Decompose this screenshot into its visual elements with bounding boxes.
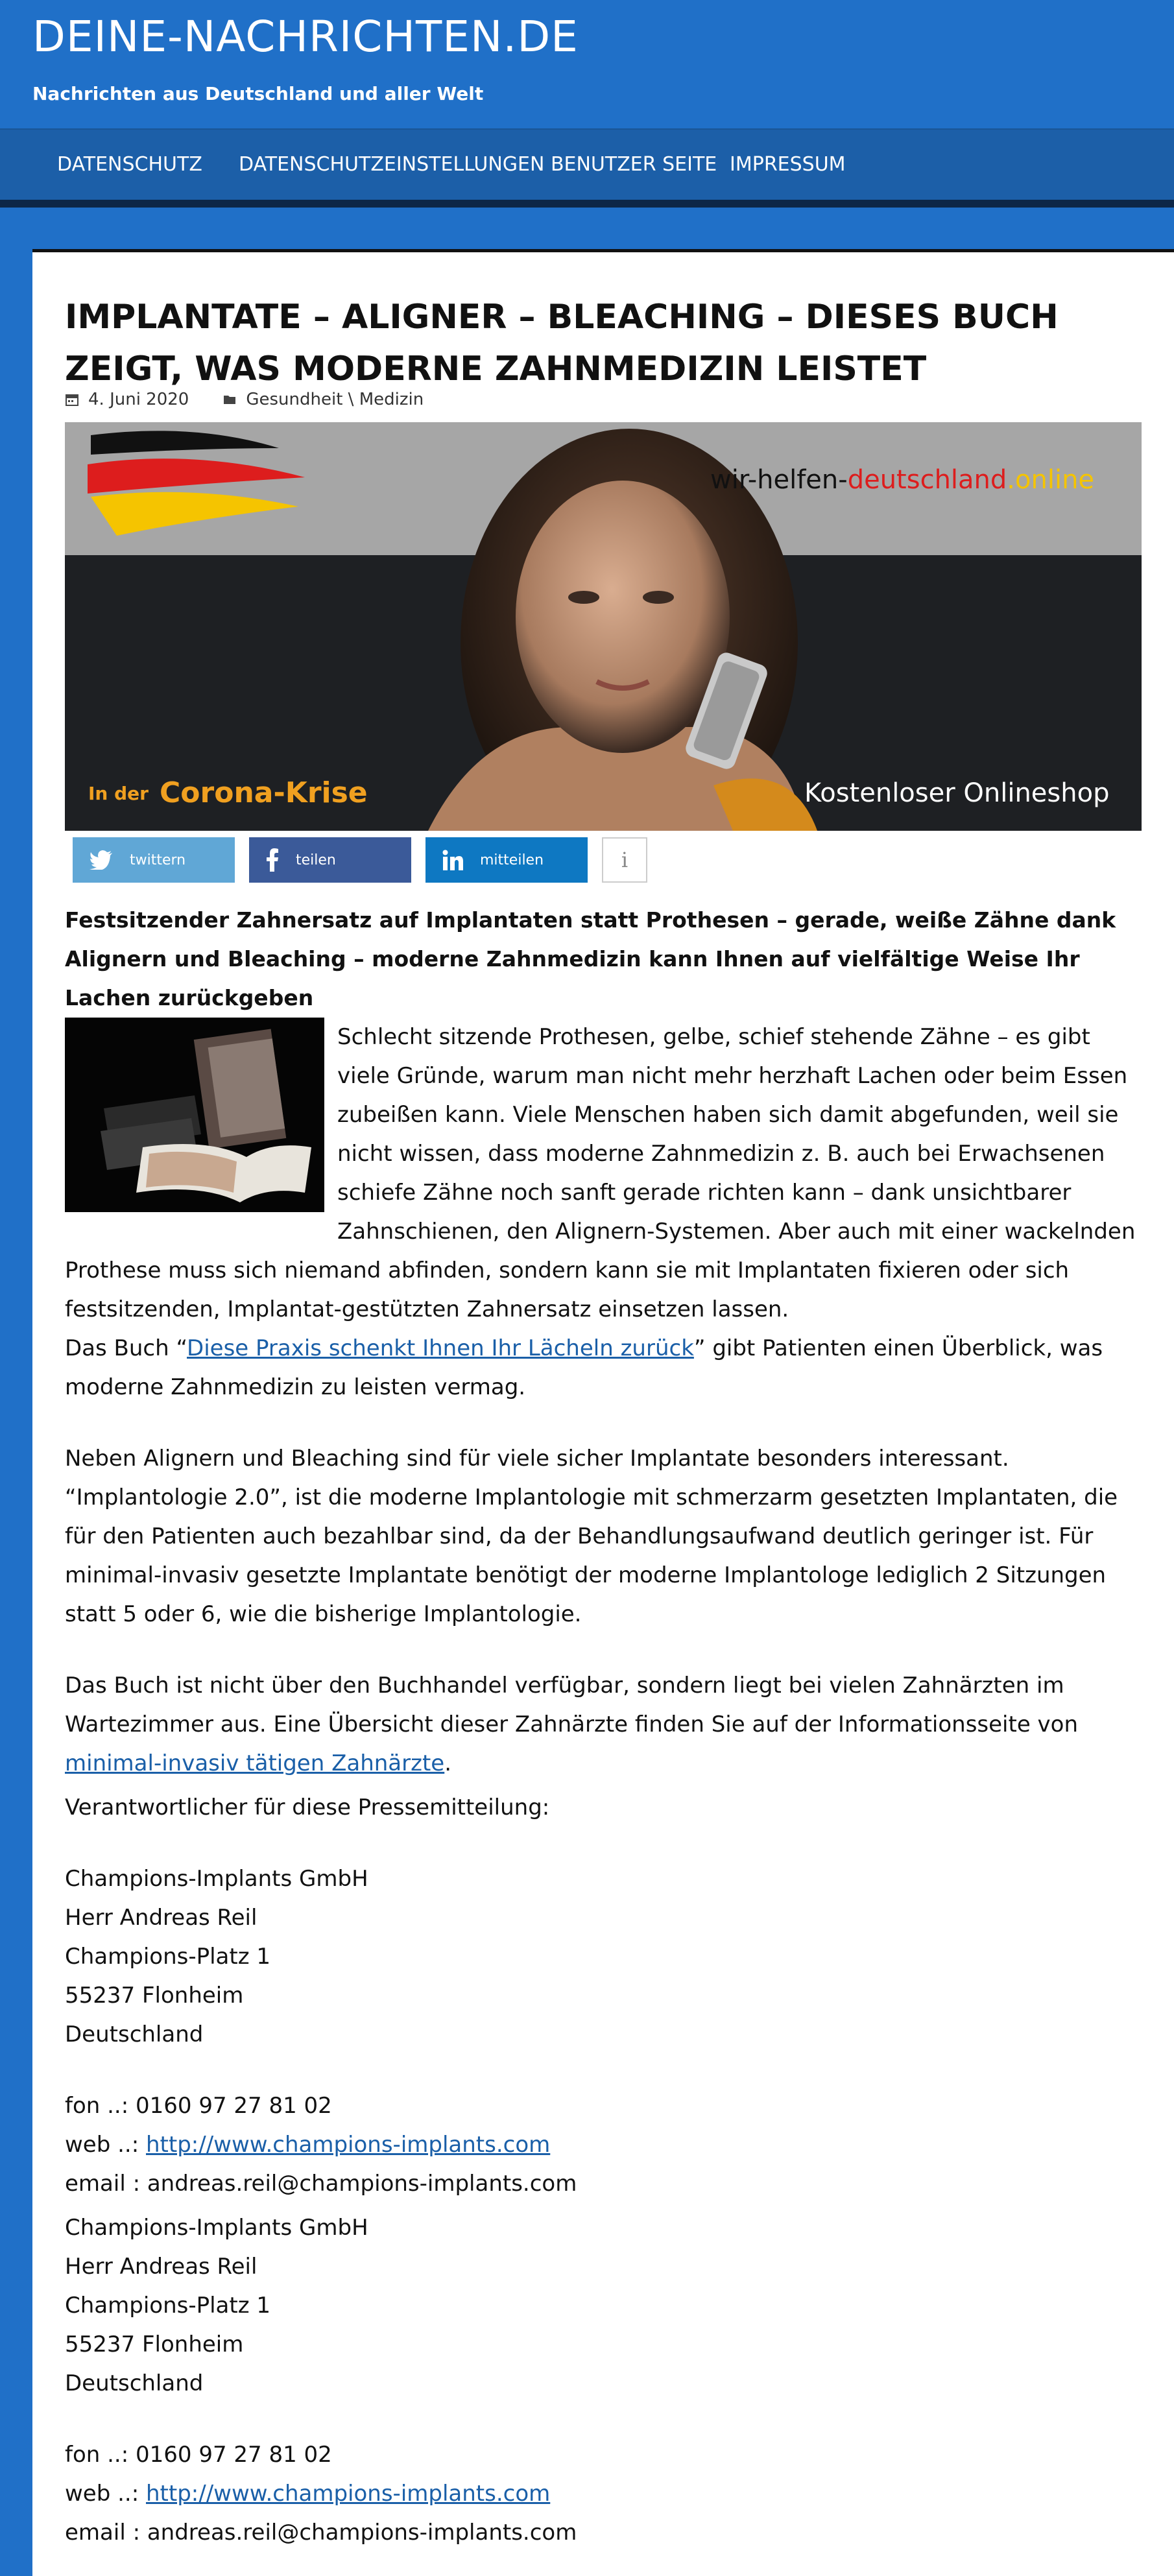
contact-fon: fon ..: 0160 97 27 81 02 — [65, 2093, 332, 2119]
contact-person: Herr Andreas Reil — [65, 2254, 258, 2280]
article-date[interactable]: 4. Juni 2020 — [88, 390, 189, 409]
site-header — [0, 0, 1174, 128]
article-meta — [65, 390, 424, 409]
contact-company: Champions-Implants GmbH — [65, 2215, 368, 2241]
hero-banner[interactable] — [65, 422, 1142, 831]
hero-crisis-prefix: In der — [88, 783, 149, 804]
article-container — [32, 249, 1174, 2576]
contact-zip-city: 55237 Flonheim — [65, 2332, 244, 2357]
contact-web-label: web ..: — [65, 2481, 146, 2507]
contact-web-link[interactable]: http://www.champions-implants.com — [146, 2132, 551, 2158]
contact-web-label: web ..: — [65, 2132, 146, 2158]
contact-street: Champions-Platz 1 — [65, 1944, 271, 1970]
linkedin-share-label: mitteilen — [480, 852, 544, 868]
body-paragraph-4 — [65, 1666, 1142, 1783]
contact-block-1 — [65, 1859, 1142, 2203]
article-title: IMPLANTATE – ALIGNER – BLEACHING – DIESES BUCH ZEIGT, WAS MODERNE ZAHNMEDIZIN LEISTET — [65, 298, 1059, 388]
article-lead: Festsitzender Zahnersatz auf Implantaten statt Prothesen – gerade, weiße Zähne dank Alignern und Bleaching – moderne Zahnmedizin kann Ihnen auf vielfältige Weise Ihr Lachen zurückgeben — [65, 907, 1116, 1010]
book-title-link[interactable]: Diese Praxis schenkt Ihnen Ihr Lächeln zurück — [187, 1335, 694, 1361]
contact-fon: fon ..: 0160 97 27 81 02 — [65, 2442, 332, 2468]
contact-web — [65, 2125, 1142, 2164]
body-paragraph-2-prefix: Das Buch “ — [65, 1335, 187, 1361]
nav-divider — [0, 200, 1174, 249]
facebook-icon — [266, 848, 279, 872]
info-button[interactable] — [602, 837, 647, 883]
site-title[interactable]: DEINE-NACHRICHTEN.DE — [32, 12, 579, 62]
contact-web — [65, 2474, 1142, 2513]
contact-email: email : andreas.reil@champions-implants.com — [65, 2520, 577, 2546]
twitter-share-button[interactable] — [73, 837, 235, 883]
body-paragraph-3: Neben Alignern und Bleaching sind für viele sicher Implantate besonders interessant. “Implantologie 2.0”, ist die moderne Implantologie mit schmerzarm gesetzten Implantaten, die für den Patienten auch bezahlbar sind, da der Behandlungsaufwand deutlich geringer ist. Für minimal-invasiv gesetzte Implantate benötigt der moderne Implantologe lediglich 2 Sitzungen statt 5 oder 6, wie die bisherige Implantologie. — [65, 1446, 1118, 1627]
article-body — [65, 1018, 1142, 2552]
contact-email: email : andreas.reil@champions-implants.com — [65, 2171, 577, 2197]
svg-text:wir-helfen-deutschland.online — [710, 465, 1094, 495]
contact-company: Champions-Implants GmbH — [65, 1866, 368, 1892]
site-tagline: Nachrichten aus Deutschland und aller Welt — [32, 83, 484, 104]
facebook-share-button[interactable] — [249, 837, 411, 883]
linkedin-share-button[interactable] — [425, 837, 588, 883]
twitter-share-label: twittern — [130, 852, 186, 868]
hero-brand-country: deutschland — [847, 465, 1007, 495]
contact-country: Deutschland — [65, 2370, 204, 2396]
book-image — [65, 1018, 324, 1212]
hero-banner-graphic — [65, 422, 1142, 831]
dentists-link[interactable]: minimal-invasiv tätigen Zahnärzte — [65, 1750, 445, 1776]
facebook-share-label: teilen — [296, 852, 336, 868]
hero-shop-label: Kostenloser Onlineshop — [804, 778, 1110, 808]
main-navigation — [0, 128, 1174, 200]
hero-crisis-label: Corona-Krise — [160, 776, 368, 809]
body-paragraph-2-suffix: ” gibt Patienten einen Überblick, was moderne Zahnmedizin zu leisten vermag. — [65, 1335, 1103, 1400]
responsible-label: Verantwortlicher für diese Pressemitteilung: — [65, 1795, 550, 1820]
book-illustration — [65, 1018, 324, 1212]
share-bar — [73, 837, 647, 883]
body-paragraph-4-prefix: Das Buch ist nicht über den Buchhandel verfügbar, sondern liegt bei vielen Zahnärzten im Wartezimmer aus. Eine Übersicht dieser Zahnärzte finden Sie auf der Informationsseite von — [65, 1673, 1079, 1737]
body-paragraph-4-suffix: . — [444, 1750, 452, 1776]
twitter-icon — [90, 850, 113, 870]
article-category[interactable]: Gesundheit \ Medizin — [246, 390, 424, 409]
body-paragraph-1: Schlecht sitzende Prothesen, gelbe, schief stehende Zähne – es gibt viele Gründe, warum man nicht mehr herzhaft Lachen oder beim Essen zubeißen kann. Viele Menschen haben sich damit abgefunden, weil sie nicht wissen, dass moderne Zahnmedizin z. B. auch bei Erwachsenen schiefe Zähne noch sanft gerade richten kann – dank unsichtbarer Zahnschienen, den Alignern-Systemen. Aber auch mit einer wackelnden Prothese muss sich niemand abfinden, sondern kann sie mit Implantaten fixieren oder sich festsitzenden, Implantat-gestützten Zahnersatz einsetzen lassen. — [65, 1024, 1136, 1322]
folder-icon — [222, 392, 237, 407]
hero-brand-prefix: wir-helfen- — [710, 465, 848, 495]
contact-street: Champions-Platz 1 — [65, 2293, 271, 2319]
nav-item-datenschutz[interactable]: DATENSCHUTZ — [57, 153, 202, 176]
body-paragraph-2 — [65, 1329, 1142, 1407]
info-icon: i — [621, 848, 629, 872]
contact-zip-city: 55237 Flonheim — [65, 1983, 244, 2009]
contact-country: Deutschland — [65, 2021, 204, 2047]
nav-item-impressum[interactable]: IMPRESSUM — [730, 153, 846, 176]
contact-block-2 — [65, 2208, 1142, 2552]
contact-web-link[interactable]: http://www.champions-implants.com — [146, 2481, 551, 2507]
calendar-icon — [65, 392, 79, 407]
nav-item-datenschutzeinstellungen[interactable]: DATENSCHUTZEINSTELLUNGEN BENUTZER SEITE — [239, 153, 717, 176]
hero-brand-suffix: .online — [1007, 465, 1095, 495]
linkedin-icon — [442, 850, 463, 870]
contact-person: Herr Andreas Reil — [65, 1905, 258, 1931]
